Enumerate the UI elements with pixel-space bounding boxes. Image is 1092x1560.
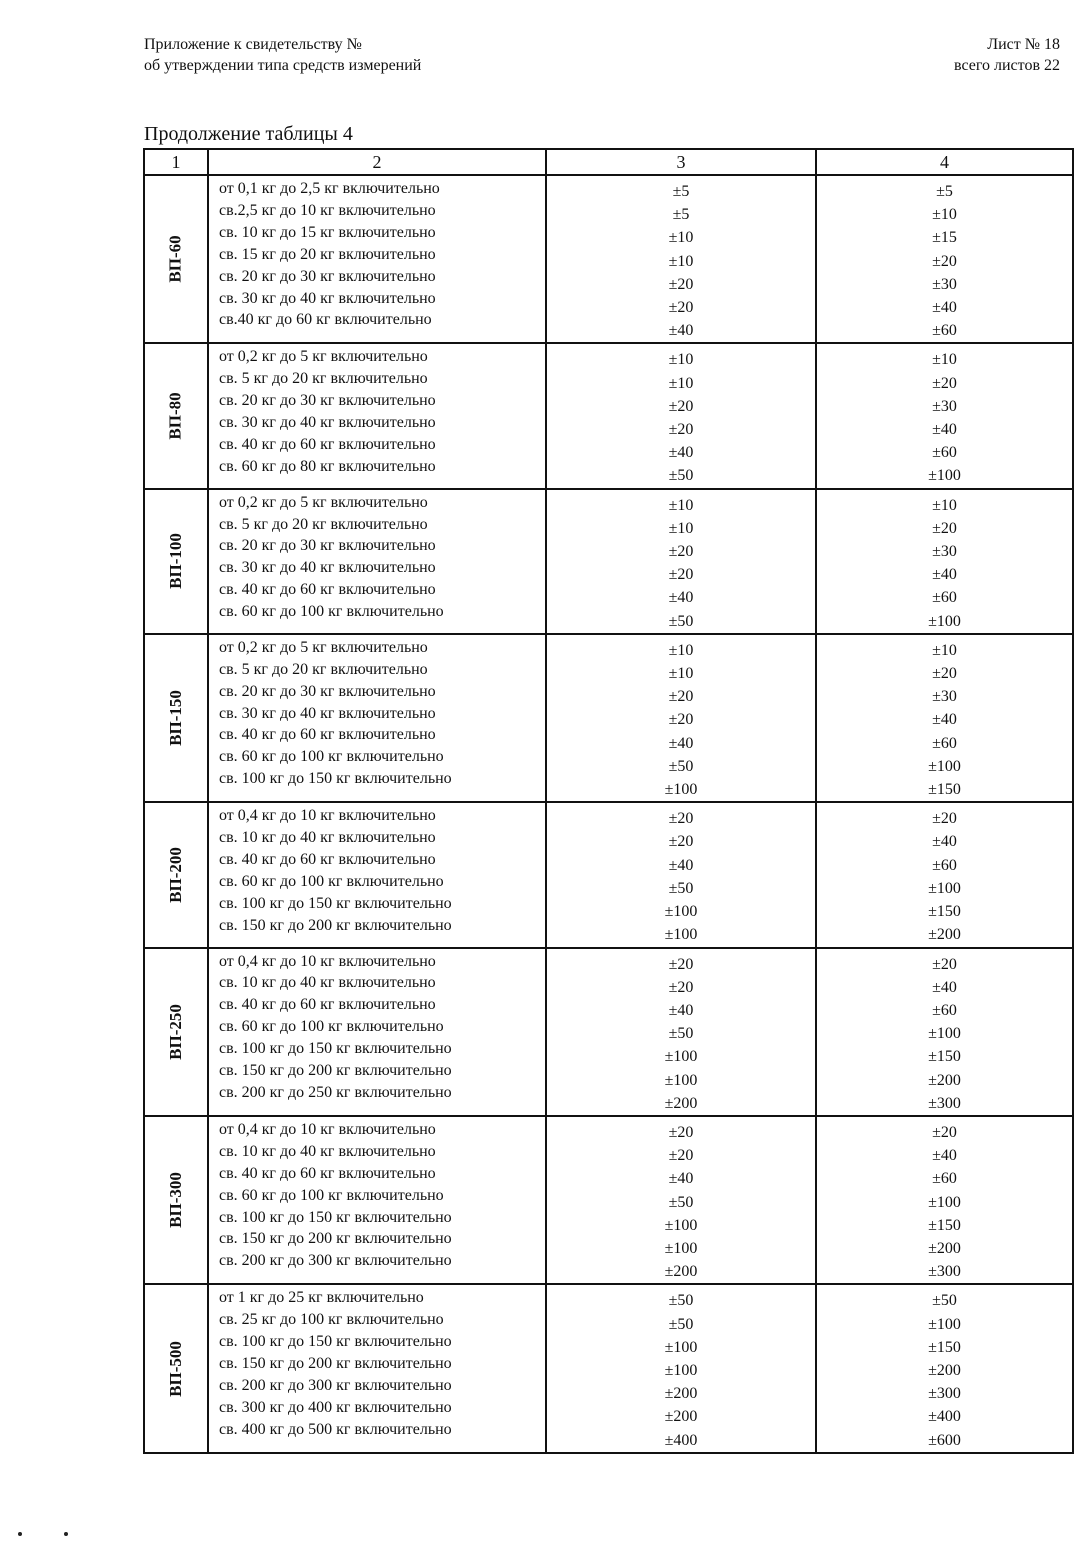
model-label: ВП-200: [165, 847, 185, 903]
tolerance-value: ±40: [932, 978, 957, 996]
tolerance-value: ±30: [932, 688, 957, 706]
tolerance-value: ±20: [668, 955, 694, 973]
range-text: от 0,4 кг до 10 кг включительно: [219, 1120, 436, 1138]
range-text: св. 40 кг до 60 кг включительно: [219, 581, 436, 599]
range-text: св.40 кг до 60 кг включительно: [219, 311, 432, 329]
tolerance-value: ±300: [928, 1263, 961, 1281]
range-text: св. 30 кг до 40 кг включительно: [219, 414, 436, 432]
tolerance-value: ±10: [668, 641, 694, 659]
tolerance-value: ±200: [928, 926, 961, 944]
tolerance-value: ±60: [932, 1001, 957, 1019]
range-text: св. 200 кг до 300 кг включительно: [219, 1252, 452, 1270]
tolerance-value: ±200: [664, 1385, 698, 1403]
range-text: св. 100 кг до 150 кг включительно: [219, 770, 452, 788]
tolerance-value: ±20: [932, 252, 957, 270]
range-text: от 0,2 кг до 5 кг включительно: [219, 493, 428, 511]
scan-dot: [64, 1532, 68, 1536]
tolerance-value: ±50: [668, 757, 694, 775]
range-text: св. 25 кг до 100 кг включительно: [219, 1311, 444, 1329]
header-left: [144, 34, 421, 76]
tolerance-value: ±100: [664, 1216, 698, 1234]
tolerance-value: ±100: [664, 1048, 698, 1066]
tolerance-value: ±40: [668, 856, 694, 874]
range-text: св. 5 кг до 20 кг включительно: [219, 660, 428, 678]
range-cell: [208, 948, 546, 1116]
tolerance-value: ±10: [668, 229, 694, 247]
table-row: [144, 948, 1073, 1116]
model-cell: [144, 802, 208, 947]
col3-cell: [546, 175, 816, 343]
tolerance-value: ±40: [932, 711, 957, 729]
tolerance-value: ±10: [668, 374, 694, 392]
range-cell: [208, 489, 546, 634]
tolerance-value: ±10: [668, 665, 694, 683]
range-text: от 0,2 кг до 5 кг включительно: [219, 348, 428, 366]
tolerance-value: ±100: [664, 781, 698, 799]
model-cell: [144, 175, 208, 343]
tolerance-value: ±200: [928, 1071, 961, 1089]
tolerance-value: ±200: [928, 1361, 961, 1379]
tolerance-value: ±20: [668, 299, 694, 317]
range-text: св. 200 кг до 250 кг включительно: [219, 1083, 452, 1101]
tolerance-value: ±50: [932, 1292, 957, 1310]
tolerance-value: ±40: [932, 1147, 957, 1165]
range-text: св. 400 кг до 500 кг включительно: [219, 1420, 452, 1438]
tolerance-value: ±10: [668, 519, 694, 537]
col4-cell: [816, 948, 1073, 1116]
range-text: св. 20 кг до 30 кг включительно: [219, 537, 436, 555]
range-text: св. 40 кг до 60 кг включительно: [219, 436, 436, 454]
range-text: св. 150 кг до 200 кг включительно: [219, 1230, 452, 1248]
model-label: ВП-150: [165, 690, 185, 746]
range-text: св. 100 кг до 150 кг включительно: [219, 1040, 452, 1058]
header-row: [144, 149, 1073, 175]
tolerance-value: ±600: [928, 1431, 961, 1449]
tolerance-value: ±100: [928, 1193, 961, 1211]
col3-cell: [546, 1284, 816, 1452]
tolerance-value: ±10: [932, 496, 957, 514]
tolerance-value: ±20: [668, 810, 694, 828]
model-label: ВП-60: [165, 235, 185, 283]
range-text: от 0,1 кг до 2,5 кг включительно: [219, 180, 440, 197]
col4-cell: [816, 343, 1073, 488]
tolerance-value: ±30: [932, 543, 957, 561]
sheet-number: Лист № 18: [987, 36, 1060, 53]
range-text: св.2,5 кг до 10 кг включительно: [219, 201, 436, 219]
tolerance-value: ±5: [672, 206, 690, 224]
range-cell: [208, 1116, 546, 1284]
tolerance-value: ±50: [668, 1315, 694, 1333]
tolerance-value: ±400: [664, 1431, 698, 1449]
tolerance-value: ±20: [668, 711, 694, 729]
range-text: св. 5 кг до 20 кг включительно: [219, 515, 428, 533]
table-caption: Продолжение таблицы 4: [144, 123, 353, 145]
tolerance-value: ±50: [668, 612, 694, 630]
range-text: св. 20 кг до 30 кг включительно: [219, 267, 436, 285]
tolerance-value: ±20: [668, 978, 694, 996]
col3-cell: [546, 489, 816, 634]
col4-cell: [816, 1284, 1073, 1452]
col3-cell: [546, 1116, 816, 1284]
range-text: от 0,4 кг до 10 кг включительно: [219, 952, 436, 970]
tolerance-value: ±40: [668, 1001, 694, 1019]
tolerance-table: [143, 148, 1074, 1454]
col3-cell: [546, 948, 816, 1116]
tolerance-value: ±20: [932, 955, 957, 973]
col4-cell: [816, 634, 1073, 802]
range-text: св. 60 кг до 100 кг включительно: [219, 1018, 444, 1036]
tolerance-value: ±50: [668, 1193, 694, 1211]
range-text: св. 20 кг до 30 кг включительно: [219, 682, 436, 700]
model-label: ВП-300: [165, 1172, 185, 1228]
tolerance-value: ±200: [664, 1263, 698, 1281]
tolerance-value: ±40: [932, 421, 957, 439]
tolerance-value: ±5: [936, 183, 953, 200]
tolerance-value: ±40: [932, 566, 957, 584]
tolerance-value: ±10: [668, 252, 694, 270]
tolerance-value: ±10: [932, 206, 957, 224]
range-text: св. 40 кг до 60 кг включительно: [219, 996, 436, 1014]
tolerance-value: ±10: [932, 351, 957, 369]
tolerance-value: ±20: [668, 1123, 694, 1141]
tolerance-value: ±100: [928, 757, 961, 775]
tolerance-value: ±60: [932, 444, 957, 462]
range-text: св. 150 кг до 200 кг включительно: [219, 1355, 452, 1373]
model-cell: [144, 343, 208, 488]
tolerance-value: ±300: [928, 1385, 961, 1403]
tolerance-value: ±20: [932, 810, 957, 828]
header-left-line1: Приложение к свидетельству №: [144, 36, 362, 53]
tolerance-value: ±20: [668, 421, 694, 439]
tolerance-value: ±150: [928, 1216, 961, 1234]
table-row: [144, 489, 1073, 634]
range-text: св. 30 кг до 40 кг включительно: [219, 704, 436, 722]
tolerance-value: ±150: [928, 781, 961, 799]
col3-cell: [546, 802, 816, 947]
table-row: [144, 802, 1073, 947]
column-header-4: 4: [816, 149, 1073, 175]
model-label: ВП-80: [165, 392, 185, 440]
tolerance-value: ±30: [932, 397, 957, 415]
tolerance-value: ±100: [664, 1338, 698, 1356]
tolerance-value: ±150: [928, 903, 961, 921]
range-cell: [208, 343, 546, 488]
tolerance-value: ±15: [932, 229, 957, 247]
range-cell: [208, 634, 546, 802]
range-text: св. 10 кг до 40 кг включительно: [219, 1142, 436, 1160]
tolerance-value: ±100: [928, 1315, 961, 1333]
range-text: от 0,4 кг до 10 кг включительно: [219, 807, 436, 825]
model-label: ВП-100: [165, 533, 185, 590]
model-cell: [144, 1284, 208, 1452]
model-label: ВП-250: [165, 1003, 185, 1060]
tolerance-value: ±200: [928, 1239, 961, 1257]
tolerance-value: ±20: [668, 566, 694, 584]
table-row: [144, 175, 1073, 343]
range-text: св. 60 кг до 80 кг включительно: [219, 457, 436, 475]
tolerance-value: ±100: [928, 612, 961, 630]
range-text: от 0,2 кг до 5 кг включительно: [219, 638, 428, 656]
tolerance-value: ±40: [932, 299, 957, 317]
tolerance-value: ±10: [668, 496, 694, 514]
range-text: св. 150 кг до 200 кг включительно: [219, 916, 452, 934]
range-text: от 1 кг до 25 кг включительно: [219, 1289, 424, 1307]
range-text: св. 200 кг до 300 кг включительно: [219, 1376, 452, 1394]
tolerance-value: ±20: [668, 688, 694, 706]
tolerance-value: ±40: [668, 322, 694, 340]
tolerance-value: ±100: [664, 926, 698, 944]
col3-cell: [546, 343, 816, 488]
tolerance-value: ±40: [668, 444, 694, 462]
tolerance-value: ±30: [932, 275, 957, 293]
table-row: [144, 1284, 1073, 1452]
col4-cell: [816, 489, 1073, 634]
tolerance-value: ±50: [668, 879, 694, 897]
col4-cell: [816, 175, 1073, 343]
tolerance-value: ±50: [668, 467, 694, 485]
column-header-3: 3: [546, 149, 816, 175]
model-cell: [144, 1116, 208, 1284]
tolerance-value: ±300: [928, 1094, 961, 1112]
model-cell: [144, 948, 208, 1116]
tolerance-value: ±60: [932, 589, 957, 607]
table-row: [144, 343, 1073, 488]
table-row: [144, 634, 1073, 802]
range-text: св. 5 кг до 20 кг включительно: [219, 370, 428, 388]
col4-cell: [816, 1116, 1073, 1284]
tolerance-value: ±100: [928, 1025, 961, 1043]
range-text: св. 40 кг до 60 кг включительно: [219, 1164, 436, 1182]
range-text: св. 100 кг до 150 кг включительно: [219, 1208, 452, 1226]
range-text: св. 60 кг до 100 кг включительно: [219, 873, 444, 890]
tolerance-value: ±20: [668, 275, 694, 293]
tolerance-value: ±150: [928, 1048, 961, 1066]
tolerance-value: ±400: [928, 1408, 961, 1426]
tolerance-value: ±100: [664, 1239, 698, 1257]
tolerance-value: ±20: [668, 833, 694, 851]
model-cell: [144, 489, 208, 634]
range-text: св. 100 кг до 150 кг включительно: [219, 894, 452, 912]
range-text: св. 10 кг до 40 кг включительно: [219, 829, 436, 847]
tolerance-value: ±100: [664, 903, 698, 921]
range-text: св. 100 кг до 150 кг включительно: [219, 1333, 452, 1351]
range-text: св. 60 кг до 100 кг включительно: [219, 603, 444, 621]
tolerance-value: ±40: [932, 833, 957, 851]
range-text: св. 15 кг до 20 кг включительно: [219, 245, 436, 263]
tolerance-value: ±60: [932, 322, 957, 340]
header-right: [954, 34, 1060, 76]
range-cell: [208, 802, 546, 947]
tolerance-value: ±20: [932, 374, 957, 392]
tolerance-value: ±40: [668, 734, 694, 752]
header-left-line2: об утверждении типа средств измерений: [144, 57, 422, 74]
column-header-2: 2: [208, 149, 546, 175]
tolerance-value: ±20: [668, 397, 694, 415]
scan-dot: [18, 1532, 22, 1536]
range-cell: [208, 175, 546, 343]
tolerance-value: ±60: [932, 734, 957, 752]
tolerance-value: ±150: [928, 1338, 961, 1356]
tolerance-value: ±40: [668, 589, 694, 607]
range-text: св. 30 кг до 40 кг включительно: [219, 559, 436, 577]
tolerance-value: ±60: [932, 1170, 957, 1188]
tolerance-value: ±100: [664, 1361, 698, 1379]
tolerance-value: ±200: [664, 1408, 698, 1426]
col3-cell: [546, 634, 816, 802]
range-text: св. 30 кг до 40 кг включительно: [219, 289, 436, 307]
model-label: ВП-500: [165, 1340, 185, 1397]
model-cell: [144, 634, 208, 802]
range-text: св. 40 кг до 60 кг включительно: [219, 851, 436, 869]
tolerance-value: ±20: [668, 1147, 694, 1165]
range-text: св. 10 кг до 40 кг включительно: [219, 974, 436, 992]
range-cell: [208, 1284, 546, 1452]
tolerance-value: ±10: [668, 351, 694, 369]
tolerance-value: ±20: [932, 665, 957, 683]
tolerance-value: ±100: [664, 1071, 698, 1089]
range-text: св. 40 кг до 60 кг включительно: [219, 726, 436, 744]
range-text: св. 300 кг до 400 кг включительно: [219, 1398, 452, 1416]
range-text: св. 60 кг до 100 кг включительно: [219, 1186, 444, 1204]
tolerance-value: ±50: [668, 1292, 694, 1310]
tolerance-value: ±100: [928, 467, 961, 485]
tolerance-value: ±40: [668, 1170, 694, 1188]
tolerance-value: ±100: [928, 879, 961, 897]
col4-cell: [816, 802, 1073, 947]
sheet-total: всего листов 22: [953, 57, 1060, 74]
tolerance-value: ±10: [932, 641, 957, 659]
range-text: св. 150 кг до 200 кг включительно: [219, 1062, 452, 1080]
range-text: св. 60 кг до 100 кг включительно: [219, 748, 444, 766]
range-text: св. 20 кг до 30 кг включительно: [219, 392, 436, 410]
tolerance-value: ±60: [932, 856, 957, 874]
tolerance-value: ±20: [932, 519, 957, 537]
range-text: св. 10 кг до 15 кг включительно: [219, 223, 436, 241]
tolerance-value: ±5: [672, 183, 690, 200]
tolerance-value: ±50: [668, 1025, 694, 1043]
column-header-1: 1: [144, 149, 208, 175]
tolerance-value: ±20: [932, 1123, 957, 1141]
tolerance-value: ±20: [668, 543, 694, 561]
table-row: [144, 1116, 1073, 1284]
tolerance-value: ±200: [664, 1094, 698, 1112]
